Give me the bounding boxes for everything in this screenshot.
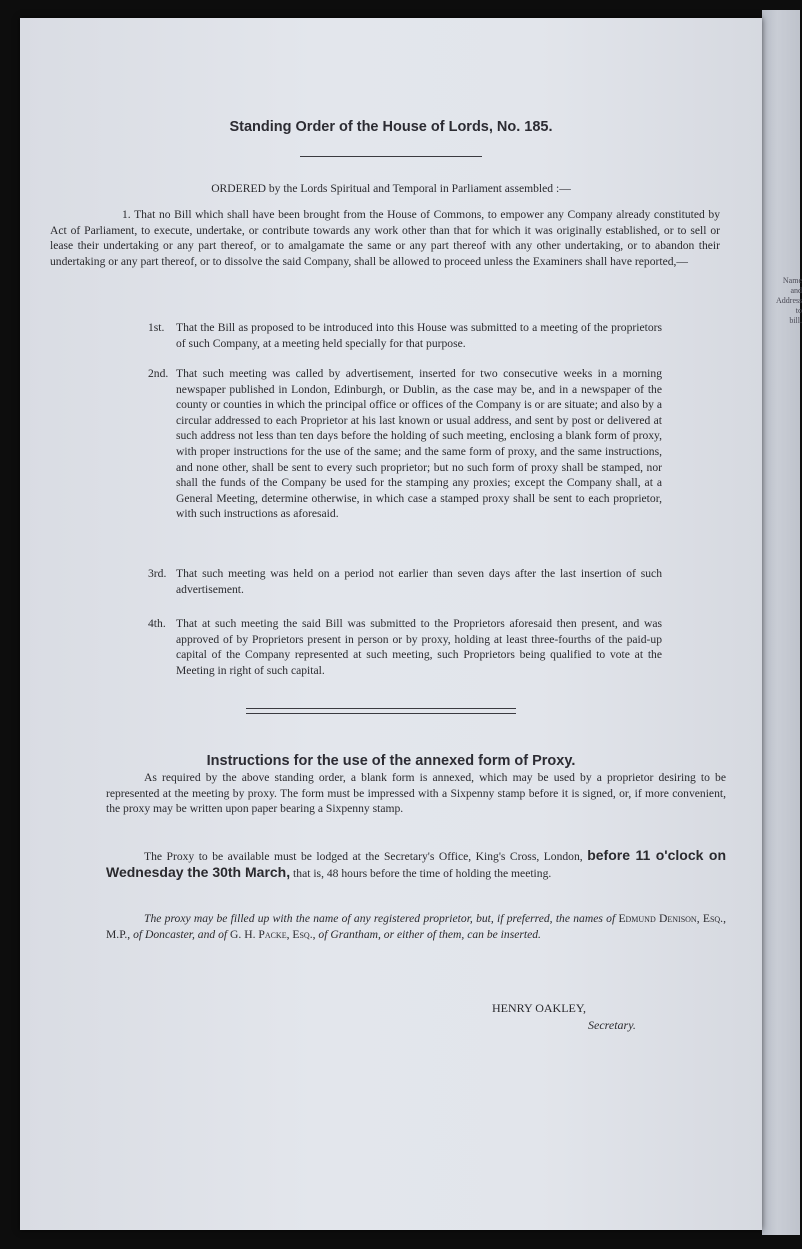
deadline-emphasis: before 11 o'clock on Wednesday the 30th March, xyxy=(106,847,726,880)
instructions-title: Instructions for the use of the annexed form of Proxy. xyxy=(206,753,576,769)
clause-3: That such meeting was held on a period not earlier than seven days after the last insertion of such advertisement. xyxy=(176,567,662,596)
proxy-note-e: of Grantham, or either of them, can be inserted. xyxy=(318,927,541,941)
proxy-note-d: , xyxy=(312,927,316,941)
double-rule xyxy=(246,708,516,714)
clause-label: 4th. xyxy=(148,617,166,630)
margin-note xyxy=(776,276,802,326)
proxy-note-c: of Doncaster, and of xyxy=(133,927,228,941)
paragraph-1: 1. That no Bill which shall have been brought from the House of Commons, to empower any Company already constituted by Act of Parliament, to execute, undertake, or contribute towards any work other than that for which it was originally established, or to sell or lease their undertaking or any part thereof, or to amalgamate the same or any part thereof with any other undertaking, or to abandon their undertaking or any part thereof, or to dissolve the said Company, shall be allowed to proceed unless the Examiners shall have reported,— xyxy=(50,208,720,268)
clause-4: That at such meeting the said Bill was submitted to the Proprietors aforesaid then present, and was approved of by Proprietors present in person or by proxy, holding at least three-fourths of the paid-up capital of the Company represented at such meeting, such Proprietors being qualified to vote at the Meeting in right of such capital. xyxy=(176,617,662,677)
clause-label: 1st. xyxy=(148,321,165,334)
proxy-name-1: Edmund Denison, Esq. xyxy=(618,912,724,925)
proxy-name-2: G. H. Packe, Esq. xyxy=(230,927,313,941)
proxy-note-a: The proxy may be filled up with the name of any registered proprietor, but, if preferred, the names of xyxy=(144,912,616,925)
signatory-name: HENRY OAKLEY, xyxy=(492,1001,587,1015)
clause-2: That such meeting was called by advertisement, inserted for two consecutive weeks in a morning newspaper published in London, Edinburgh, or Dublin, as the case may be, and in a newspaper of the county or counties in which the principal office or offices of the Company is or are situate; and also by a circular addressed to each Proprietor at his last known or usual address, and sent by post or delivered at such address not less than ten days before the holding of such meeting, enclosing a blank form of proxy, with proper instructions for the use of the same; and the same form of proxy, and the same instructions, and none other, shall be sent to every such proprietor; but no such form of proxy shall be stamped, nor shall the funds of the Company be used for the stamping any proxies; except the Company shall, at a General Meeting, determine otherwise, in which case a stamped proxy shall be sent to each proprietor, with such instructions as aforesaid. xyxy=(176,367,662,521)
title-rule xyxy=(300,156,482,157)
clause-label: 2nd. xyxy=(148,367,169,380)
preamble: ORDERED by the Lords Spiritual and Temporal in Parliament assembled :— xyxy=(211,182,571,195)
instructions-paragraph-2 xyxy=(106,848,726,881)
instructions-p2-end: that is, 48 hours before the time of holding the meeting. xyxy=(293,866,552,880)
instructions-paragraph-1: As required by the above standing order, a blank form is annexed, which may be used by a proprietor desiring to be represented at the meeting by proxy. The form must be impressed with a Sixpenny stamp before it is signed, or, if more convenient, the proxy may be written upon paper bearing a Sixpenny stamp. xyxy=(106,771,726,816)
adjacent-page-edge xyxy=(762,10,800,1235)
instructions-p2-start: The Proxy to be available must be lodged at the Secretary's Office, King's Cross, London, xyxy=(144,850,583,863)
signatory-title: Secretary. xyxy=(588,1018,636,1032)
clause-1: That the Bill as proposed to be introduced into this House was submitted to a meeting of the proprietors of such Company, at a meeting held specially for that purpose. xyxy=(176,321,662,350)
proxy-note-b: , M.P., xyxy=(106,912,726,941)
document-title: Standing Order of the House of Lords, No. 185. xyxy=(229,119,553,135)
proxy-note xyxy=(106,911,726,942)
margin-note-line: Name and xyxy=(782,276,802,295)
document-sheet xyxy=(20,18,762,1230)
margin-note-line: Address to xyxy=(776,296,802,315)
margin-note-line: bill. xyxy=(789,316,802,325)
clause-label: 3rd. xyxy=(148,567,167,580)
